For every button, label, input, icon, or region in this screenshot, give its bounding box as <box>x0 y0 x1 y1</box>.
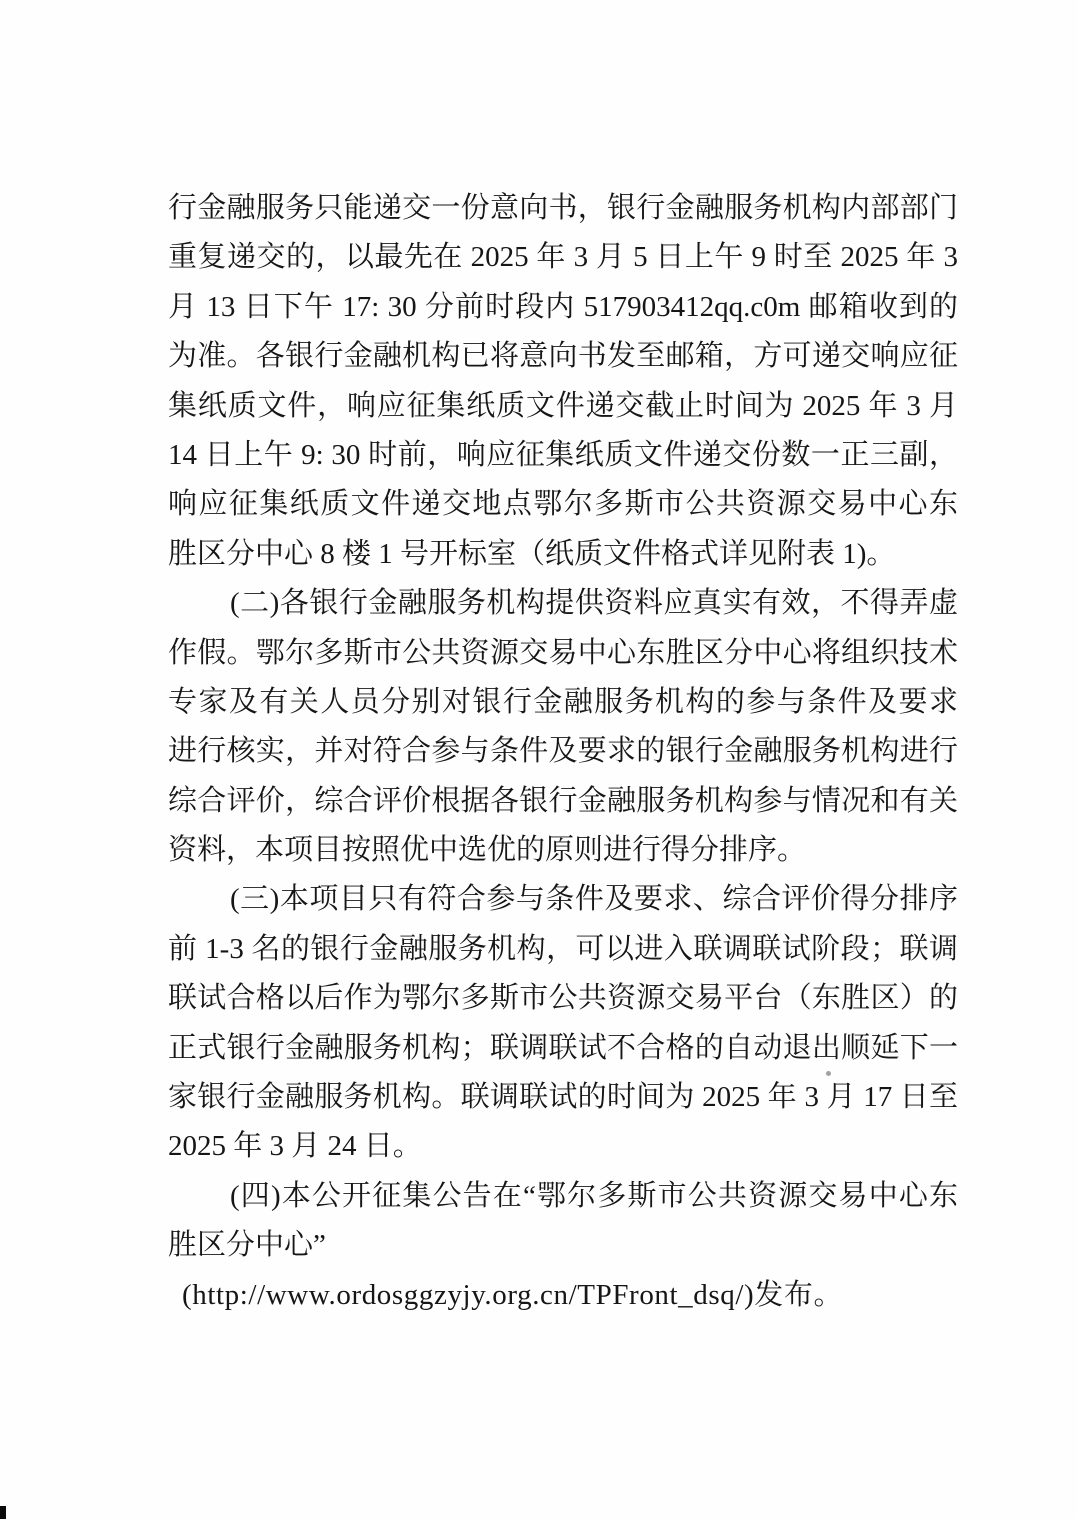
text-line paragraph-end: 资料，本项目按照优中选优的原则进行得分排序。 <box>168 834 807 867</box>
text-line paragraph-start: (二)各银行金融服务机构提供资料应真实有效，不得弄虚 <box>230 587 958 620</box>
text-line: 作假。鄂尔多斯市公共资源交易中心东胜区分中心将组织技术 <box>168 636 958 669</box>
scan-artifact-dot <box>826 1071 831 1076</box>
text-line paragraph-end: 胜区分中心” <box>168 1229 326 1262</box>
text-line: 重复递交的，以最先在 2025 年 3 月 5 日上午 9 时至 2025 年 3 <box>168 241 958 274</box>
text-line: 前 1-3 名的银行金融服务机构，可以进入联调联试阶段；联调 <box>168 932 958 965</box>
text-line: 集纸质文件，响应征集纸质文件递交截止时间为 2025 年 3 月 <box>168 389 958 422</box>
scan-artifact-corner <box>0 1506 6 1519</box>
text-line: 联试合格以后作为鄂尔多斯市公共资源交易平台（东胜区）的 <box>168 982 958 1015</box>
text-line paragraph-end: 2025 年 3 月 24 日。 <box>168 1130 422 1163</box>
document-text-block <box>168 184 958 1320</box>
text-line: 响应征集纸质文件递交地点鄂尔多斯市公共资源交易中心东 <box>168 488 958 521</box>
text-line: 正式银行金融服务机构；联调联试不合格的自动退出顺延下一 <box>168 1031 958 1064</box>
text-line: 进行核实，并对符合参与条件及要求的银行金融服务机构进行 <box>168 735 958 768</box>
text-line url-line: (http://www.ordosggzyjy.org.cn/TPFront_dsq/)发布。 <box>182 1278 844 1311</box>
text-line: 综合评价，综合评价根据各银行金融服务机构参与情况和有关 <box>168 784 958 817</box>
text-line: 专家及有关人员分别对银行金融服务机构的参与条件及要求 <box>168 685 958 718</box>
text-line: 为准。各银行金融机构已将意向书发至邮箱，方可递交响应征 <box>168 340 958 373</box>
text-line: 行金融服务只能递交一份意向书，银行金融服务机构内部部门 <box>168 192 958 224</box>
text-line paragraph-start: (四)本公开征集公告在“鄂尔多斯市公共资源交易中心东 <box>230 1179 958 1212</box>
text-line: 月 13 日下午 17: 30 分前时段内 517903412qq.c0m 邮箱收到的 <box>168 290 958 323</box>
text-line paragraph-end: 胜区分中心 8 楼 1 号开标室（纸质文件格式详见附表 1)。 <box>168 537 896 570</box>
text-line: 家银行金融服务机构。联调联试的时间为 2025 年 3 月 17 日至 <box>168 1081 958 1114</box>
text-line paragraph-start: (三)本项目只有符合参与条件及要求、综合评价得分排序 <box>230 883 958 916</box>
text-line: 14 日上午 9: 30 时前，响应征集纸质文件递交份数一正三副， <box>168 438 958 471</box>
